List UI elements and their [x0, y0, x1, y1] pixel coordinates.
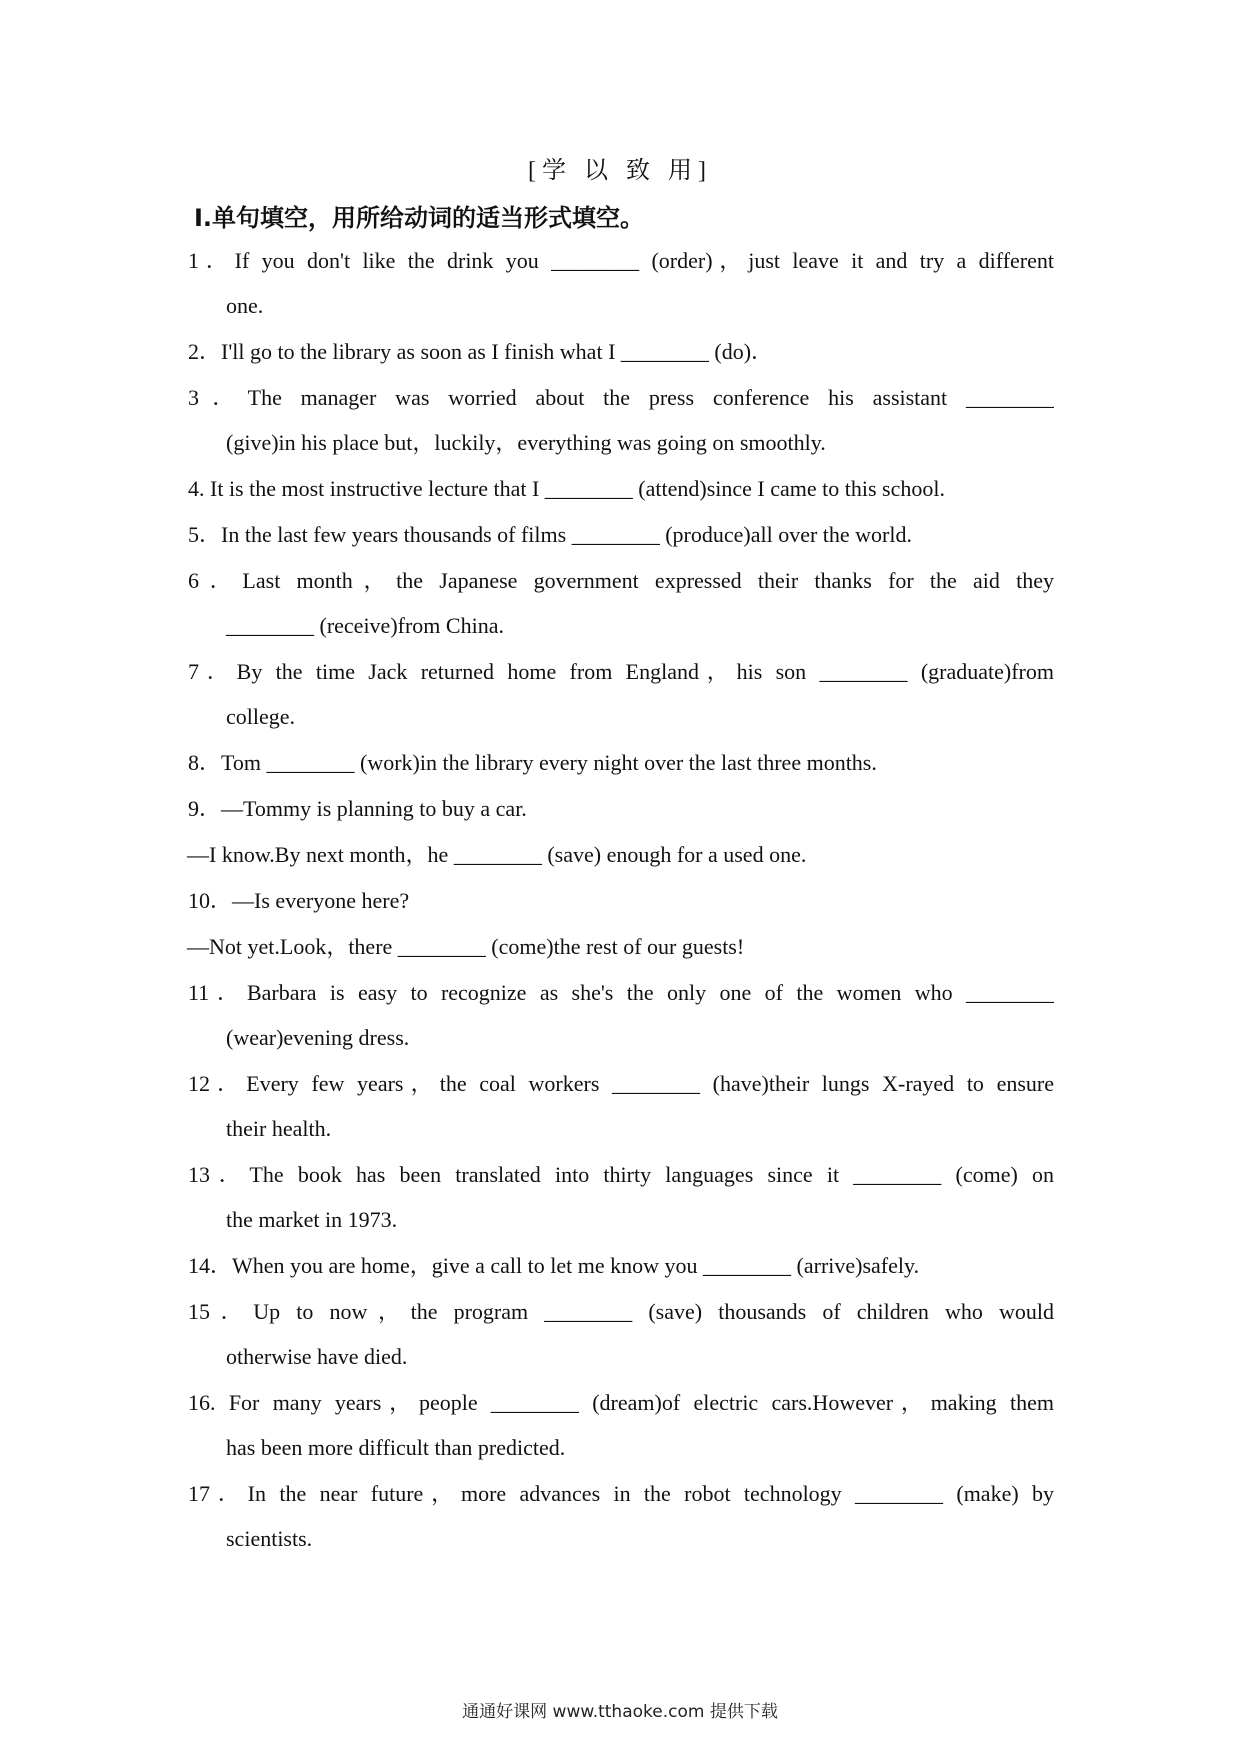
- exercise-line: 1．If you don't like the drink you ________ (order)，just leave it and try a different: [188, 248, 1054, 273]
- exercise-line: the market in 1973.: [226, 1207, 398, 1232]
- exercise-line: 4. It is the most instructive lecture that I ________ (attend)since I came to this school.: [188, 476, 945, 501]
- exercise-line: 12．Every few years，the coal workers ________ (have)their lungs X-rayed to ensure: [188, 1071, 1054, 1096]
- exercise-line: (give)in his place but，luckily，everything was going on smoothly.: [226, 430, 826, 455]
- exercise-line: 3．The manager was worried about the press conference his assistant ________: [188, 385, 1054, 410]
- exercise-line: 8．Tom ________ (work)in the library every night over the last three months.: [188, 750, 877, 775]
- exercise-line: 11．Barbara is easy to recognize as she's the only one of the women who ________: [188, 980, 1054, 1005]
- exercise-line: (wear)evening dress.: [226, 1025, 410, 1050]
- exercise-line: 17．In the near future，more advances in the robot technology ________ (make) by: [188, 1481, 1054, 1506]
- exercise-line: 5．In the last few years thousands of films ________ (produce)all over the world.: [188, 522, 912, 547]
- exercise-line: their health.: [226, 1116, 332, 1141]
- exercise-line: —Not yet.Look，there ________ (come)the rest of our guests!: [187, 934, 745, 959]
- exercise-line: 2．I'll go to the library as soon as I finish what I ________ (do)．: [188, 339, 774, 364]
- exercise-line: 14．When you are home，give a call to let me know you ________ (arrive)safely.: [188, 1253, 920, 1278]
- exercise-list: [188, 246, 1054, 1554]
- page-title: [学 以 致 用]: [528, 158, 712, 184]
- section-heading: Ⅰ.单句填空，用所给动词的适当形式填空。: [194, 204, 645, 232]
- exercise-line: 16. For many years，people ________ (dream)of electric cars.However，making them: [188, 1390, 1054, 1415]
- exercise-line: otherwise have died.: [226, 1344, 408, 1369]
- exercise-line: ________ (receive)from China.: [226, 613, 504, 638]
- exercise-line: 9．—Tommy is planning to buy a car.: [188, 796, 527, 821]
- exercise-line: 6．Last month，the Japanese government expressed their thanks for the aid they: [188, 568, 1054, 593]
- exercise-line: 10．—Is everyone here?: [188, 888, 410, 913]
- exercise-line: college.: [226, 704, 296, 729]
- footer-credit: 通通好课网 www.tthaoke.com 提供下载: [462, 1702, 778, 1722]
- exercise-line: one.: [226, 293, 264, 318]
- exercise-line: has been more difficult than predicted.: [226, 1435, 566, 1460]
- exercise-line: —I know.By next month，he ________ (save) enough for a used one.: [187, 842, 807, 867]
- exercise-line: 15．Up to now，the program ________ (save) thousands of children who would: [188, 1299, 1054, 1324]
- exercise-line: 7．By the time Jack returned home from England，his son ________ (graduate)from: [188, 659, 1054, 684]
- exercise-line: 13．The book has been translated into thirty languages since it ________ (come) on: [188, 1162, 1054, 1187]
- exercise-line: scientists.: [226, 1526, 313, 1551]
